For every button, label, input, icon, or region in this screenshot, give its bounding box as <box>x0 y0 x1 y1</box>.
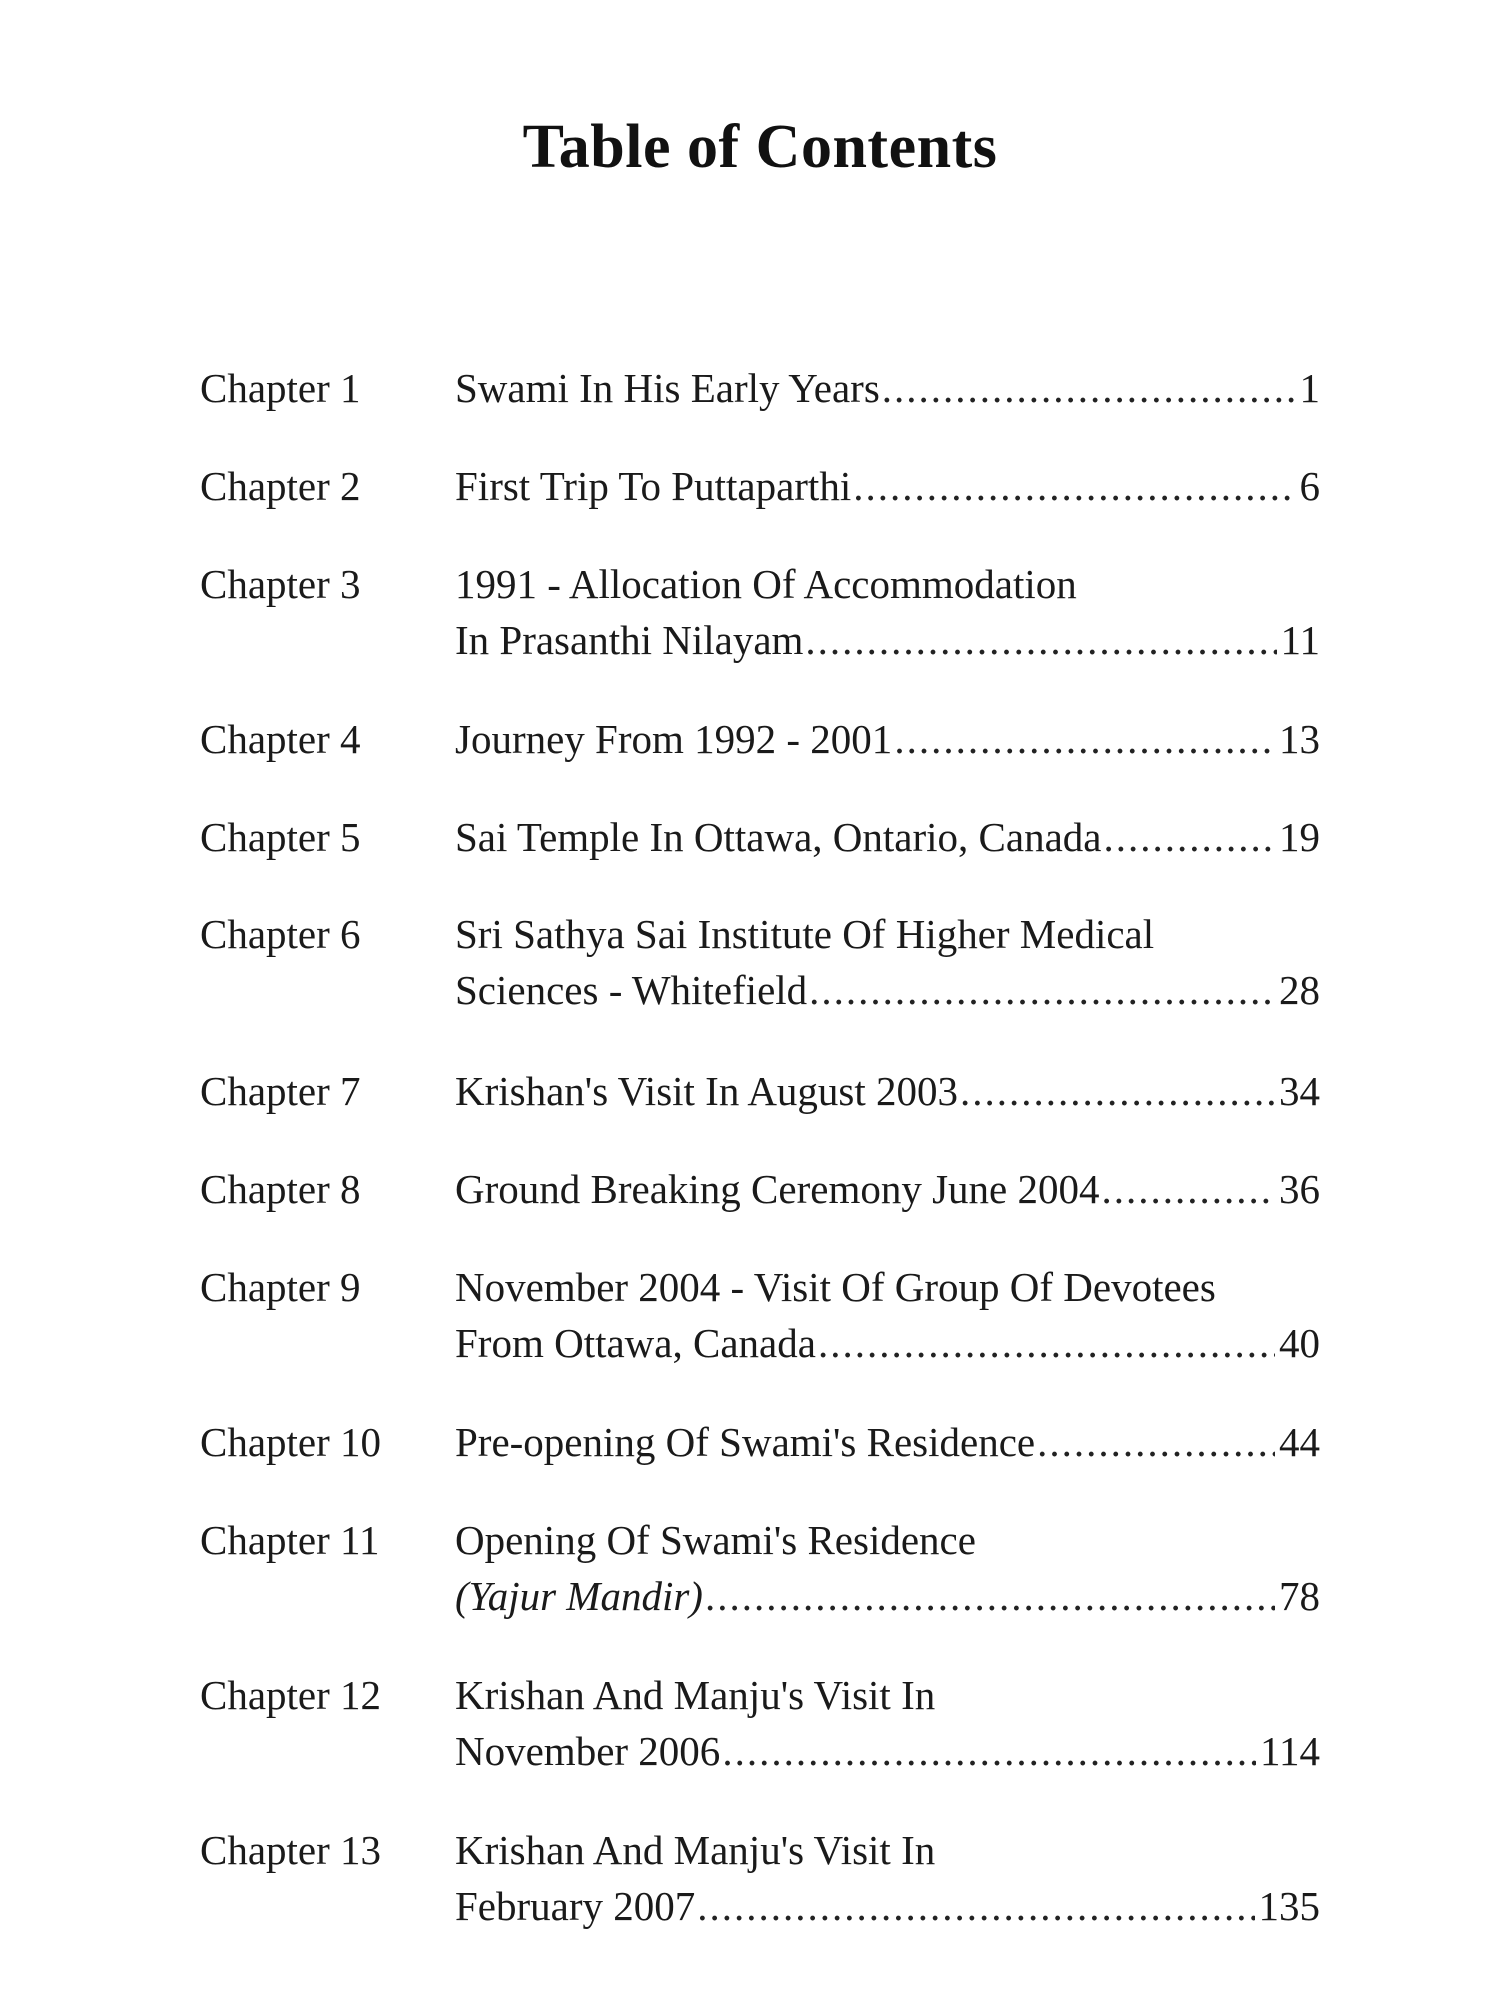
chapter-number: Chapter 12 <box>200 1672 382 1718</box>
chapter-number: Chapter 11 <box>200 1517 380 1563</box>
chapter-title-line: From Ottawa, Canada <box>455 1320 816 1366</box>
chapter-title-line: Krishan's Visit In August 2003 <box>455 1068 959 1114</box>
page-number: 135 <box>1258 1883 1320 1929</box>
page-title: Table of Contents <box>522 113 998 181</box>
chapter-title <box>455 1667 1320 1779</box>
chapter-title <box>455 1259 1320 1371</box>
page-number: 34 <box>1279 1068 1320 1114</box>
dot-leader <box>805 612 1276 668</box>
chapter-title <box>455 458 1320 514</box>
chapter-number: Chapter 7 <box>200 1068 361 1114</box>
chapter-number: Chapter 5 <box>200 814 361 860</box>
page-number: 36 <box>1279 1166 1320 1212</box>
chapter-title-line: Sri Sathya Sai Institute Of Higher Medical <box>455 911 1155 957</box>
chapter-title <box>455 809 1320 865</box>
chapter-number: Chapter 2 <box>200 463 361 509</box>
page-number: 19 <box>1279 814 1320 860</box>
chapter-title <box>455 906 1320 1018</box>
chapter-number: Chapter 4 <box>200 716 361 762</box>
chapter-title-line: November 2006 <box>455 1728 721 1774</box>
dot-leader <box>853 458 1295 514</box>
page-number: 28 <box>1279 967 1320 1013</box>
chapter-title-line: November 2004 - Visit Of Group Of Devotees <box>455 1264 1216 1310</box>
chapter-title-line: Sai Temple In Ottawa, Ontario, Canada <box>455 814 1102 860</box>
dot-leader <box>818 1315 1275 1371</box>
chapter-title-line: Opening Of Swami's Residence <box>455 1517 976 1563</box>
dot-leader <box>697 1878 1254 1934</box>
chapter-number: Chapter 8 <box>200 1166 361 1212</box>
chapter-title <box>455 1161 1320 1217</box>
chapter-number: Chapter 13 <box>200 1827 382 1873</box>
chapter-title-line: Pre-opening Of Swami's Residence <box>455 1419 1036 1465</box>
page-number: 44 <box>1279 1419 1320 1465</box>
chapter-title-line: Journey From 1992 - 2001 <box>455 716 893 762</box>
page-number: 6 <box>1299 463 1320 509</box>
dot-leader <box>705 1568 1275 1624</box>
chapter-number: Chapter 6 <box>200 911 361 957</box>
page-number: 13 <box>1279 716 1320 762</box>
page-number: 40 <box>1279 1320 1320 1366</box>
chapter-title <box>455 360 1320 416</box>
chapter-title-line: Sciences - Whitefield <box>455 967 808 1013</box>
chapter-title-line: February 2007 <box>455 1883 696 1929</box>
chapter-title-line: Krishan And Manju's Visit In <box>455 1827 936 1873</box>
dot-leader <box>894 711 1275 767</box>
chapter-number: Chapter 9 <box>200 1264 361 1310</box>
chapter-title <box>455 1822 1320 1934</box>
dot-leader <box>960 1063 1275 1119</box>
dot-leader <box>882 360 1296 416</box>
chapter-title <box>455 556 1320 668</box>
chapter-title-line: 1991 - Allocation Of Accommodation <box>455 561 1077 607</box>
dot-leader <box>722 1723 1256 1779</box>
chapter-title-line: Swami In His Early Years <box>455 365 880 411</box>
dot-leader <box>1104 809 1276 865</box>
chapter-title-line: Krishan And Manju's Visit In <box>455 1672 936 1718</box>
chapter-title <box>455 1414 1320 1470</box>
dot-leader <box>1037 1414 1275 1470</box>
chapter-title-line: Ground Breaking Ceremony June 2004 <box>455 1166 1100 1212</box>
chapter-title-line: In Prasanthi Nilayam <box>455 617 804 663</box>
dot-leader <box>809 962 1275 1018</box>
chapter-number: Chapter 1 <box>200 365 361 411</box>
chapter-title <box>455 1512 1320 1624</box>
chapter-number: Chapter 3 <box>200 561 361 607</box>
page-number: 114 <box>1260 1728 1320 1774</box>
page-number: 78 <box>1279 1573 1320 1619</box>
chapter-title-line: (Yajur Mandir) <box>455 1573 703 1619</box>
chapter-number: Chapter 10 <box>200 1419 382 1465</box>
dot-leader <box>1102 1161 1276 1217</box>
chapter-title <box>455 711 1320 767</box>
page-number: 1 <box>1299 365 1320 411</box>
chapter-title-line: First Trip To Puttaparthi <box>455 463 852 509</box>
page-number: 11 <box>1280 617 1320 663</box>
chapter-title <box>455 1063 1320 1119</box>
